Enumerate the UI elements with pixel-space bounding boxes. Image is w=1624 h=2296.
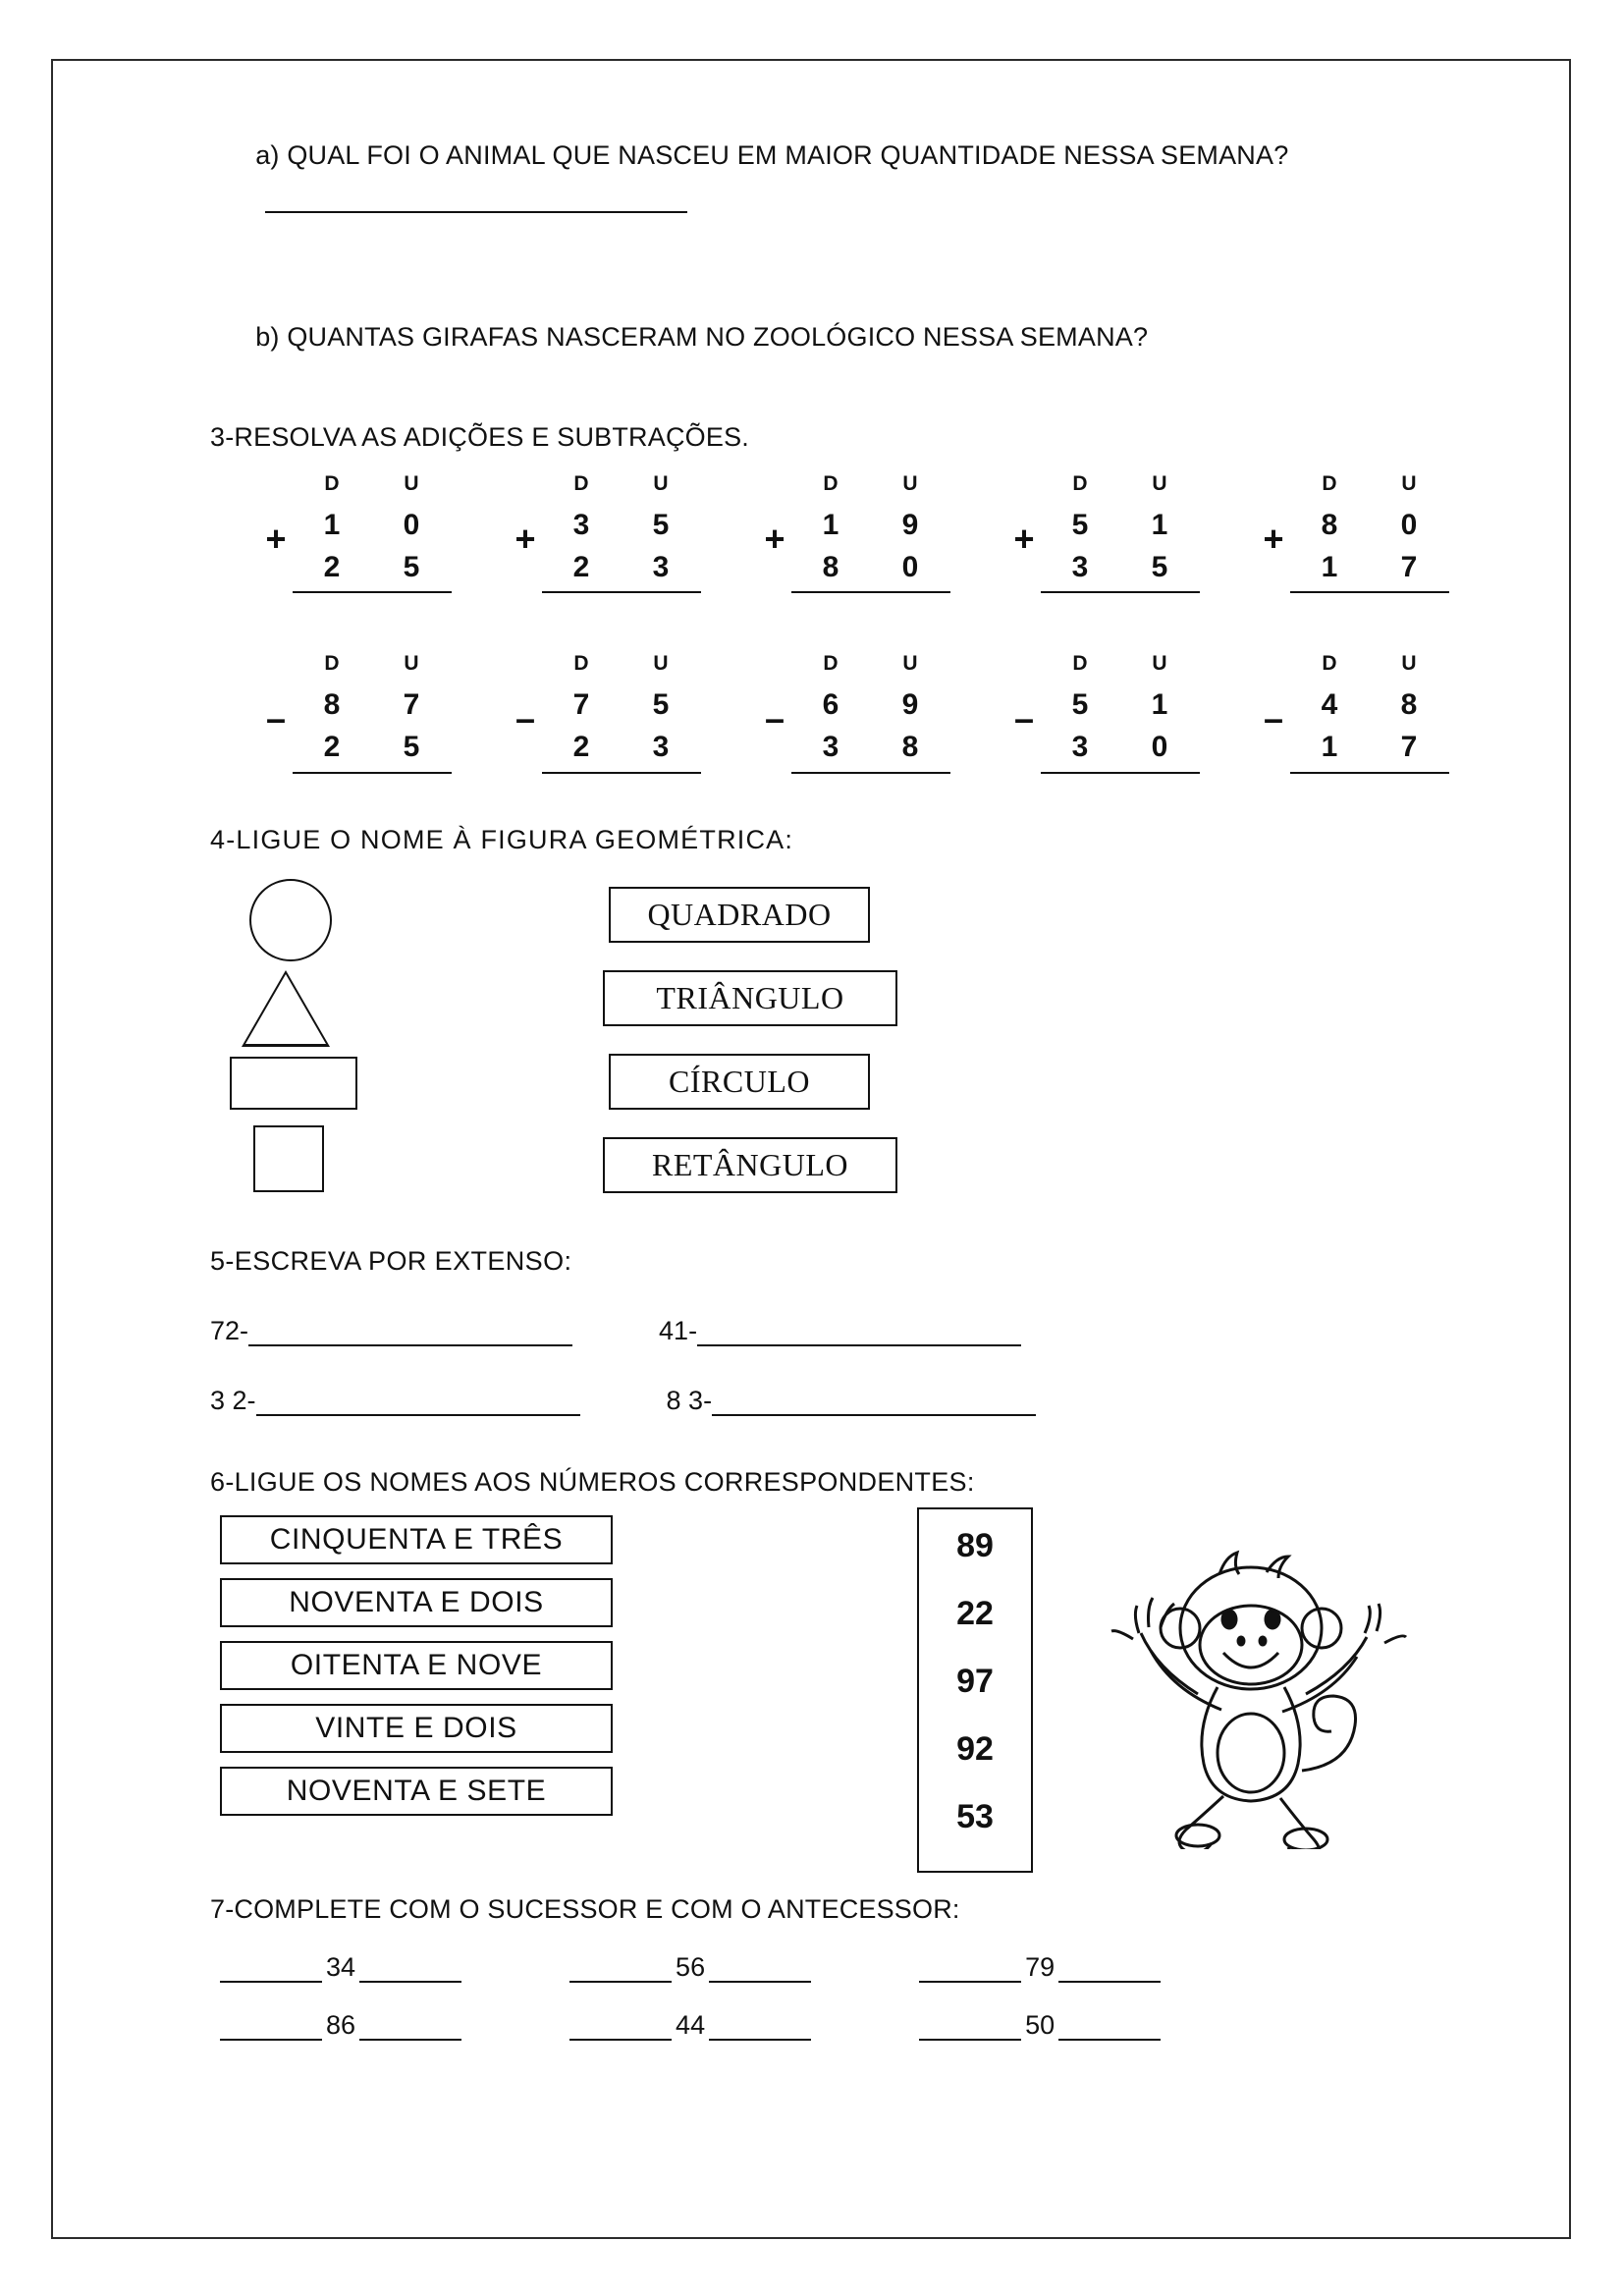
question-7-title: 7-COMPLETE COM O SUCESSOR E COM O ANTECESSOR: bbox=[210, 1893, 960, 1924]
digit-units: 3 bbox=[652, 550, 671, 583]
header-d: D bbox=[573, 472, 590, 496]
subtraction-operation bbox=[758, 652, 950, 773]
digit-tens: 3 bbox=[1071, 550, 1090, 583]
addition-operation bbox=[259, 472, 452, 593]
operand-bottom bbox=[791, 547, 950, 594]
header-d: D bbox=[573, 652, 590, 676]
number-value[interactable]: 92 bbox=[956, 1729, 994, 1768]
place-value-header bbox=[1290, 472, 1449, 505]
successor-item bbox=[919, 2010, 1161, 2041]
number-name-box[interactable]: NOVENTA E SETE bbox=[220, 1767, 613, 1816]
shape-name-box[interactable]: QUADRADO bbox=[609, 887, 870, 943]
antecessor-blank[interactable] bbox=[220, 2017, 322, 2041]
header-d: D bbox=[324, 472, 341, 496]
operator-sign: + bbox=[764, 519, 785, 560]
antecessor-blank[interactable] bbox=[919, 2017, 1021, 2041]
digit-tens: 1 bbox=[822, 509, 840, 542]
operator-sign: – bbox=[764, 698, 785, 739]
shape-name-box[interactable]: RETÂNGULO bbox=[603, 1137, 897, 1193]
header-u: U bbox=[1401, 652, 1418, 676]
digit-tens: 8 bbox=[1321, 509, 1339, 542]
successor-row bbox=[210, 1952, 1487, 1983]
monkey-illustration bbox=[1074, 1525, 1408, 1849]
subtraction-operation bbox=[509, 652, 701, 773]
square-icon[interactable] bbox=[253, 1125, 324, 1192]
additions-row bbox=[210, 472, 1487, 593]
operand-top bbox=[1041, 505, 1200, 547]
worksheet-content bbox=[210, 98, 1487, 2041]
header-u: U bbox=[902, 472, 919, 496]
header-u: U bbox=[653, 652, 670, 676]
header-d: D bbox=[823, 472, 839, 496]
operation-body bbox=[791, 472, 950, 593]
operand-bottom bbox=[1290, 547, 1449, 594]
digit-units: 9 bbox=[901, 688, 920, 722]
extenso-blank[interactable] bbox=[256, 1389, 580, 1416]
digit-tens: 6 bbox=[822, 688, 840, 722]
digit-units: 8 bbox=[1400, 688, 1419, 722]
operand-top bbox=[293, 684, 452, 727]
digit-tens: 5 bbox=[1071, 688, 1090, 722]
operand-top bbox=[791, 505, 950, 547]
operand-bottom bbox=[542, 727, 701, 774]
operation-body bbox=[542, 472, 701, 593]
antecessor-blank[interactable] bbox=[919, 1959, 1021, 1983]
spacer bbox=[210, 397, 1487, 418]
question-6-title: 6-LIGUE OS NOMES AOS NÚMEROS CORRESPONDENTES: bbox=[210, 1466, 975, 1497]
question-2b bbox=[210, 280, 1487, 395]
operation-body bbox=[293, 652, 452, 773]
successor-blank[interactable] bbox=[359, 1959, 461, 1983]
header-d: D bbox=[823, 652, 839, 676]
operand-top bbox=[293, 505, 452, 547]
number-value[interactable]: 53 bbox=[956, 1797, 994, 1835]
number-match-area bbox=[210, 1515, 1487, 1908]
number-value-column bbox=[917, 1507, 1033, 1873]
header-d: D bbox=[1072, 472, 1089, 496]
digit-units: 1 bbox=[1151, 509, 1169, 542]
number-name-box[interactable]: VINTE E DOIS bbox=[220, 1704, 613, 1753]
question-2b-text: b) QUANTAS GIRAFAS NASCERAM NO ZOOLÓGICO NESSA SEMANA? bbox=[255, 321, 1149, 352]
place-value-header bbox=[791, 472, 950, 505]
successor-item bbox=[919, 1952, 1161, 1983]
antecessor-blank[interactable] bbox=[569, 1959, 672, 1983]
operator-sign: – bbox=[1013, 698, 1035, 739]
extenso-blank[interactable] bbox=[697, 1319, 1021, 1346]
extenso-number: 41- bbox=[659, 1315, 698, 1345]
extenso-item bbox=[659, 1316, 1021, 1346]
addition-operation bbox=[758, 472, 950, 593]
antecessor-blank[interactable] bbox=[220, 1959, 322, 1983]
number-value[interactable]: 22 bbox=[956, 1594, 994, 1632]
successor-value: 56 bbox=[676, 1951, 706, 1982]
digit-units: 0 bbox=[1151, 730, 1169, 763]
successor-item bbox=[220, 1952, 461, 1983]
number-name-column bbox=[220, 1515, 613, 1830]
digit-tens: 7 bbox=[572, 688, 591, 722]
operand-top bbox=[1290, 684, 1449, 727]
addition-operation bbox=[509, 472, 701, 593]
digit-units: 7 bbox=[1400, 730, 1419, 763]
extenso-number: 3 2- bbox=[210, 1385, 256, 1415]
digit-tens: 1 bbox=[1321, 730, 1339, 763]
header-u: U bbox=[1401, 472, 1418, 496]
antecessor-blank[interactable] bbox=[569, 2017, 672, 2041]
place-value-header bbox=[542, 652, 701, 684]
operator-sign: + bbox=[1263, 519, 1284, 560]
addition-operation bbox=[1257, 472, 1449, 593]
question-3-title: 3-RESOLVA AS ADIÇÕES E SUBTRAÇÕES. bbox=[210, 421, 749, 452]
shape-name-column bbox=[603, 887, 897, 1221]
digit-units: 8 bbox=[901, 730, 920, 763]
extenso-item bbox=[210, 1316, 572, 1346]
successor-value: 50 bbox=[1025, 2009, 1056, 2040]
subtractions-row bbox=[210, 652, 1487, 773]
successor-value: 86 bbox=[326, 2009, 356, 2040]
question-2a bbox=[210, 98, 1487, 252]
place-value-header bbox=[542, 472, 701, 505]
extenso-number: 72- bbox=[210, 1315, 249, 1345]
header-u: U bbox=[404, 652, 420, 676]
operand-bottom bbox=[293, 547, 452, 594]
successor-item bbox=[569, 2010, 811, 2041]
header-u: U bbox=[653, 472, 670, 496]
digit-units: 5 bbox=[1151, 550, 1169, 583]
digit-units: 7 bbox=[403, 688, 421, 722]
extenso-blank[interactable] bbox=[712, 1389, 1036, 1416]
digit-tens: 2 bbox=[572, 730, 591, 763]
digit-tens: 2 bbox=[572, 550, 591, 583]
successor-blank[interactable] bbox=[709, 1959, 811, 1983]
extenso-number: 8 3- bbox=[666, 1385, 713, 1415]
header-d: D bbox=[1322, 472, 1338, 496]
successor-item bbox=[569, 1952, 811, 1983]
header-u: U bbox=[404, 472, 420, 496]
number-name-box[interactable]: NOVENTA E DOIS bbox=[220, 1578, 613, 1627]
operand-bottom bbox=[1041, 727, 1200, 774]
circle-icon[interactable] bbox=[249, 879, 332, 961]
subtraction-operation bbox=[1007, 652, 1200, 773]
header-u: U bbox=[1152, 652, 1168, 676]
digit-tens: 3 bbox=[1071, 730, 1090, 763]
operand-bottom bbox=[542, 547, 701, 594]
extenso-row bbox=[210, 1316, 1487, 1346]
number-value[interactable]: 97 bbox=[956, 1662, 994, 1700]
extenso-row bbox=[210, 1386, 1487, 1416]
digit-tens: 2 bbox=[323, 730, 342, 763]
digit-units: 3 bbox=[652, 730, 671, 763]
place-value-header bbox=[293, 472, 452, 505]
successor-value: 79 bbox=[1025, 1951, 1056, 1982]
addition-operation bbox=[1007, 472, 1200, 593]
operand-bottom bbox=[293, 727, 452, 774]
header-d: D bbox=[324, 652, 341, 676]
successor-value: 34 bbox=[326, 1951, 356, 1982]
successor-blank[interactable] bbox=[1058, 1959, 1161, 1983]
digit-units: 0 bbox=[901, 550, 920, 583]
spacer bbox=[210, 593, 1487, 636]
digit-tens: 1 bbox=[1321, 550, 1339, 583]
digit-tens: 5 bbox=[1071, 509, 1090, 542]
operand-top bbox=[542, 684, 701, 727]
worksheet-page bbox=[51, 59, 1571, 2239]
successor-blank[interactable] bbox=[1058, 2017, 1161, 2041]
operand-top bbox=[1290, 505, 1449, 547]
digit-units: 7 bbox=[1400, 550, 1419, 583]
digit-tens: 3 bbox=[822, 730, 840, 763]
successor-item bbox=[220, 2010, 461, 2041]
digit-units: 5 bbox=[652, 509, 671, 542]
operand-top bbox=[791, 684, 950, 727]
digit-tens: 1 bbox=[323, 509, 342, 542]
header-d: D bbox=[1322, 652, 1338, 676]
question-2a-text: a) QUAL FOI O ANIMAL QUE NASCEU EM MAIOR QUANTIDADE NESSA SEMANA? bbox=[255, 140, 1289, 171]
operation-body bbox=[293, 472, 452, 593]
digit-units: 5 bbox=[403, 730, 421, 763]
place-value-header bbox=[1041, 472, 1200, 505]
operand-bottom bbox=[791, 727, 950, 774]
subtraction-operation bbox=[1257, 652, 1449, 773]
digit-units: 0 bbox=[403, 509, 421, 542]
extenso-item bbox=[667, 1386, 1037, 1416]
operation-body bbox=[1041, 652, 1200, 773]
place-value-header bbox=[791, 652, 950, 684]
operator-sign: + bbox=[265, 519, 287, 560]
extenso-item bbox=[210, 1386, 580, 1416]
successor-value: 44 bbox=[676, 2009, 706, 2040]
triangle-icon[interactable] bbox=[242, 970, 330, 1047]
shape-name-box[interactable]: CÍRCULO bbox=[609, 1054, 870, 1110]
digit-tens: 8 bbox=[822, 550, 840, 583]
header-u: U bbox=[902, 652, 919, 676]
digit-units: 5 bbox=[403, 550, 421, 583]
digit-units: 1 bbox=[1151, 688, 1169, 722]
number-name-box[interactable]: CINQUENTA E TRÊS bbox=[220, 1515, 613, 1564]
question-4-title: 4-LIGUE O NOME À FIGURA GEOMÉTRICA: bbox=[210, 824, 794, 854]
successor-blank[interactable] bbox=[709, 2017, 811, 2041]
operation-body bbox=[1290, 472, 1449, 593]
number-value[interactable]: 89 bbox=[956, 1526, 994, 1564]
operator-sign: + bbox=[1013, 519, 1035, 560]
operator-sign: + bbox=[514, 519, 536, 560]
operation-body bbox=[542, 652, 701, 773]
header-d: D bbox=[1072, 652, 1089, 676]
shape-name-box[interactable]: TRIÂNGULO bbox=[603, 970, 897, 1026]
digit-units: 9 bbox=[901, 509, 920, 542]
operation-body bbox=[791, 652, 950, 773]
successor-row bbox=[210, 2010, 1487, 2041]
shape-column bbox=[230, 879, 406, 1192]
subtraction-operation bbox=[259, 652, 452, 773]
operand-bottom bbox=[1041, 547, 1200, 594]
number-name-box[interactable]: OITENTA E NOVE bbox=[220, 1641, 613, 1690]
operand-top bbox=[542, 505, 701, 547]
digit-units: 5 bbox=[652, 688, 671, 722]
operand-top bbox=[1041, 684, 1200, 727]
digit-tens: 8 bbox=[323, 688, 342, 722]
digit-tens: 2 bbox=[323, 550, 342, 583]
rectangle-icon[interactable] bbox=[230, 1057, 357, 1110]
place-value-header bbox=[293, 652, 452, 684]
successor-blank[interactable] bbox=[359, 2017, 461, 2041]
digit-tens: 4 bbox=[1321, 688, 1339, 722]
extenso-blank[interactable] bbox=[248, 1319, 572, 1346]
geometry-match-area bbox=[210, 879, 1487, 1240]
digit-tens: 3 bbox=[572, 509, 591, 542]
question-5-title: 5-ESCREVA POR EXTENSO: bbox=[210, 1245, 572, 1276]
operation-body bbox=[1041, 472, 1200, 593]
operator-sign: – bbox=[265, 698, 287, 739]
header-u: U bbox=[1152, 472, 1168, 496]
answer-blank-2a[interactable] bbox=[265, 188, 687, 213]
operator-sign: – bbox=[1263, 698, 1284, 739]
operation-body bbox=[1290, 652, 1449, 773]
operand-bottom bbox=[1290, 727, 1449, 774]
spacer bbox=[210, 258, 1487, 280]
place-value-header bbox=[1041, 652, 1200, 684]
digit-units: 0 bbox=[1400, 509, 1419, 542]
place-value-header bbox=[1290, 652, 1449, 684]
operator-sign: – bbox=[514, 698, 536, 739]
